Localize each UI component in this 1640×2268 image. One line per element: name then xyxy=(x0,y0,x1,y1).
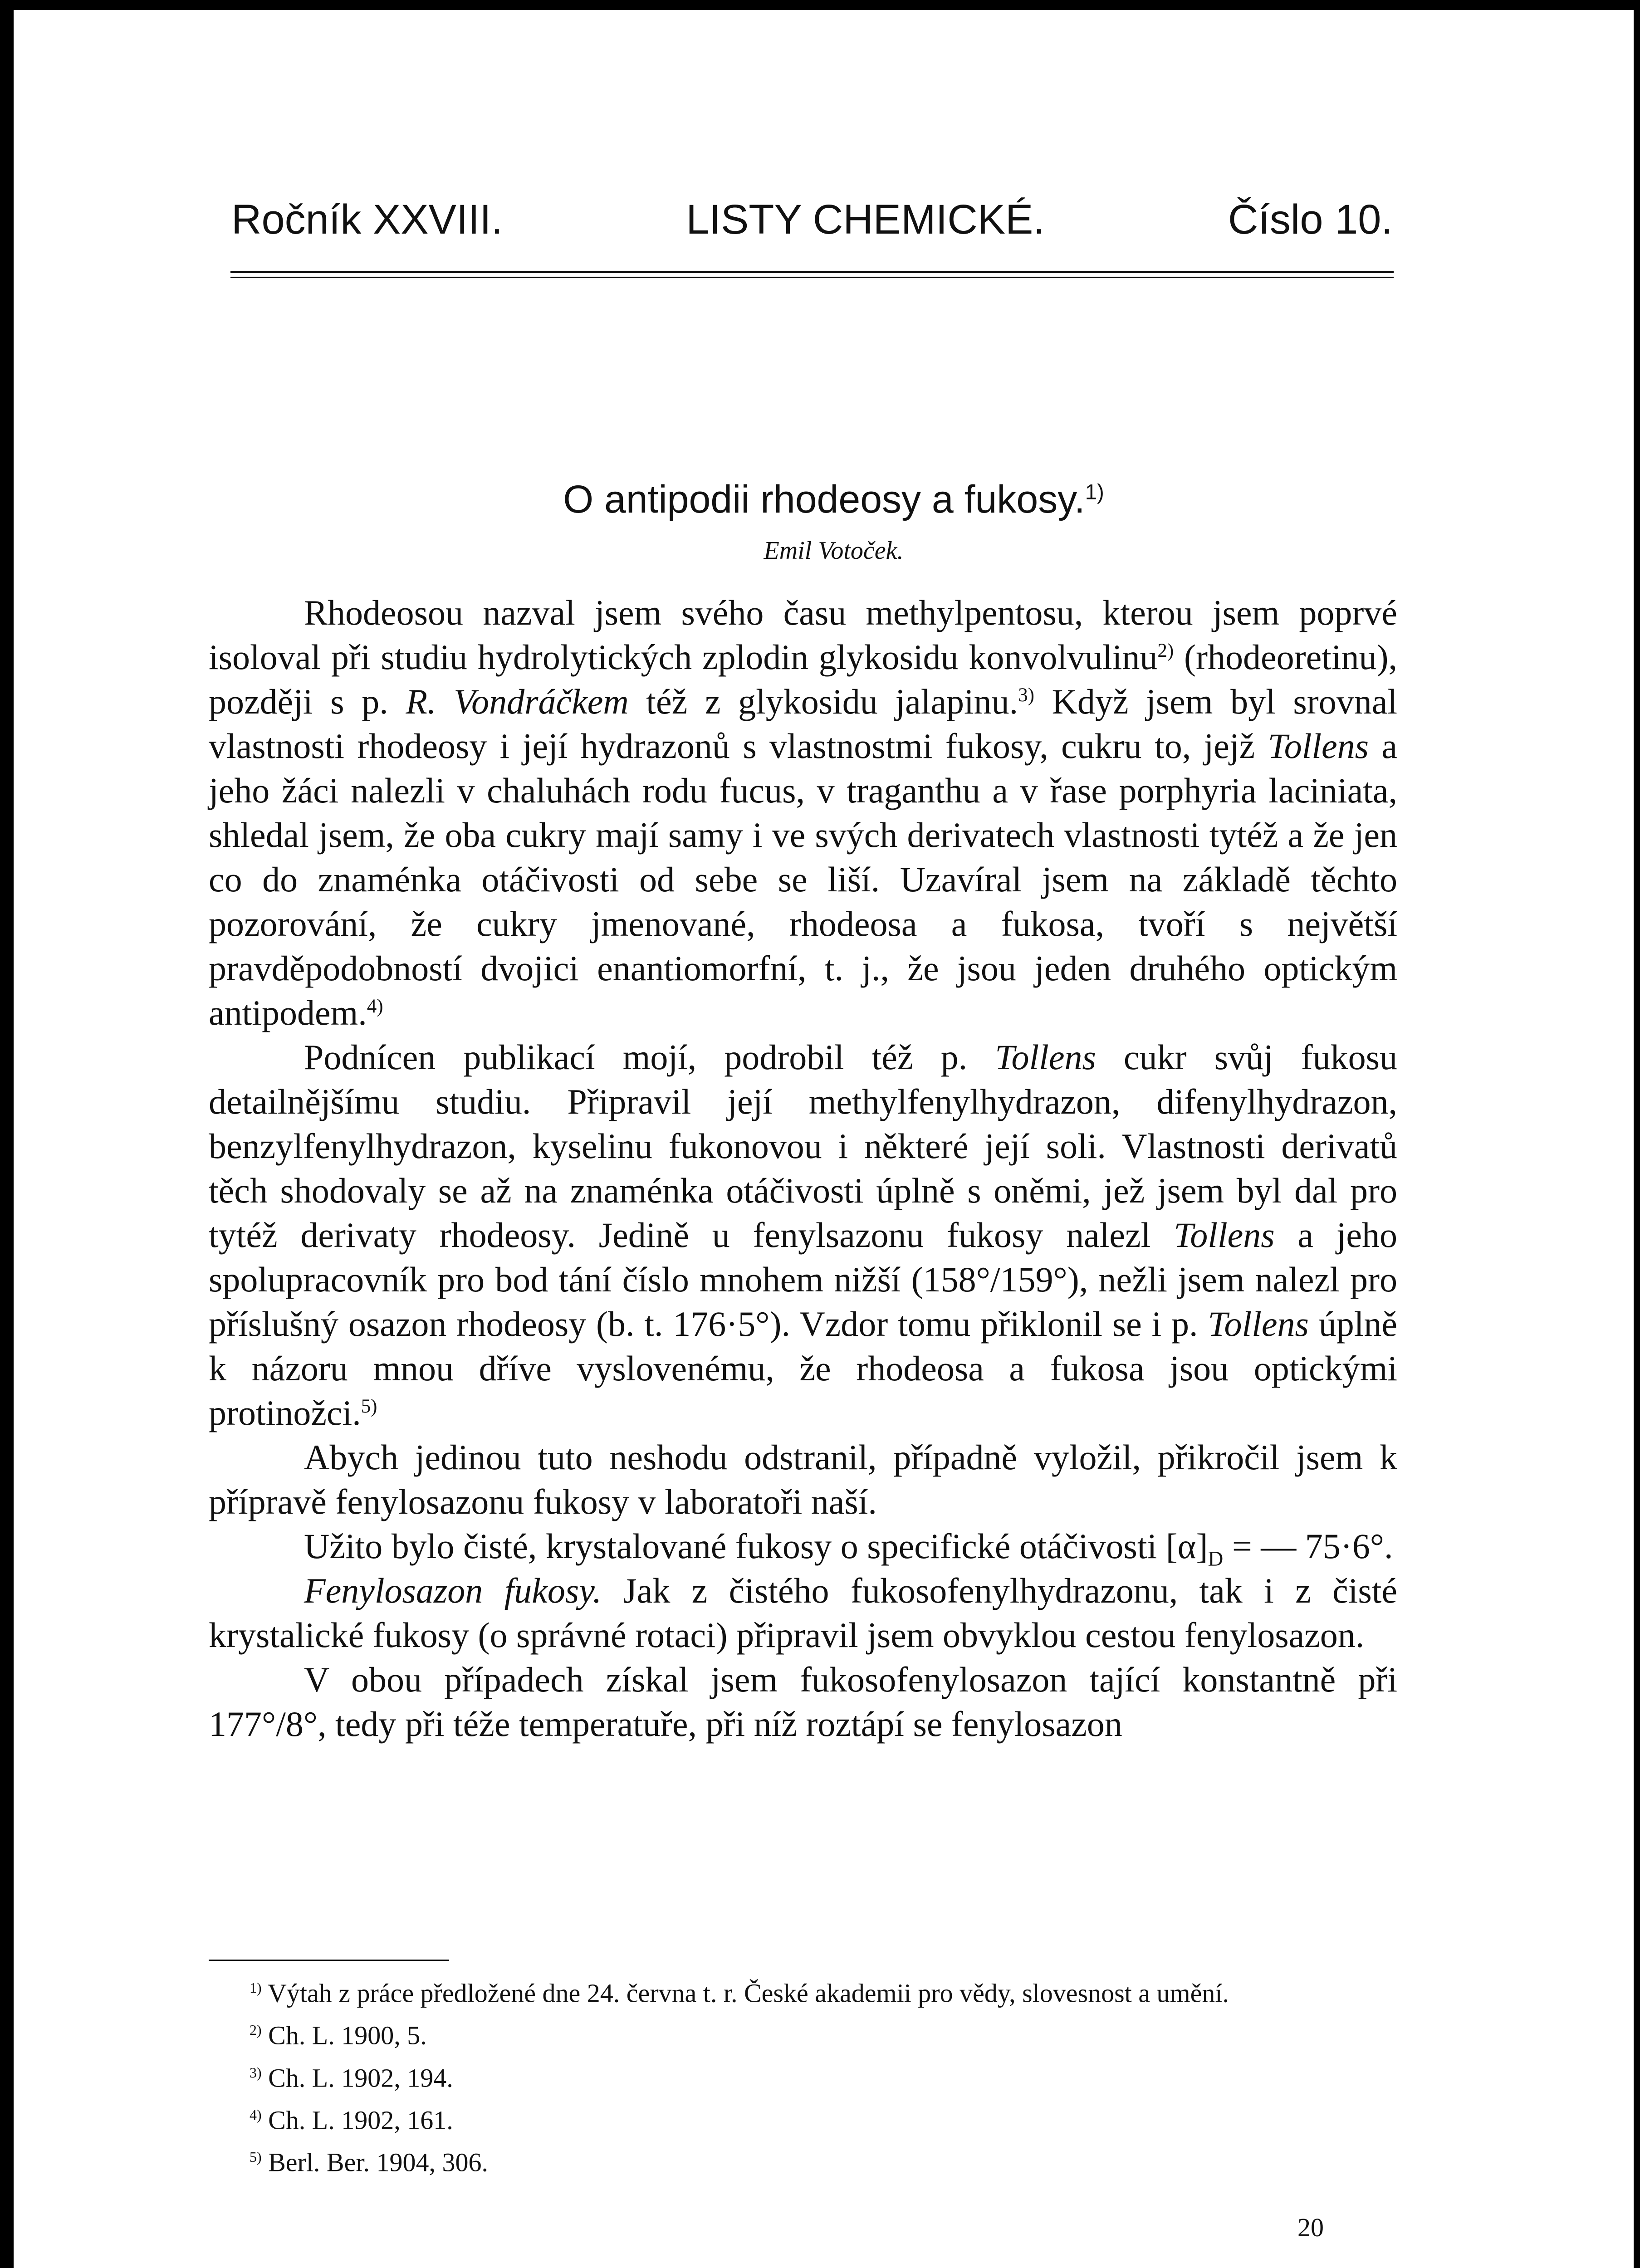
italic-name: Tollens xyxy=(995,1037,1096,1077)
paragraph-1 xyxy=(209,591,1397,1035)
italic-name: Tollens xyxy=(1268,726,1369,766)
journal-title: LISTY CHEMICKÉ. xyxy=(686,196,1045,243)
running-header xyxy=(231,196,1393,244)
footnote-ref: 2) xyxy=(1157,640,1174,661)
footnote-text: Ch. L. 1902, 161. xyxy=(268,2105,453,2135)
footnote-ref: 3) xyxy=(1018,684,1034,706)
footnote-ref: 5) xyxy=(361,1396,377,1417)
text-run: = — 75·6°. xyxy=(1223,1526,1393,1566)
article-body xyxy=(209,591,1397,1746)
paragraph-6: V obou případech získal jsem fukosofenylosazon tající konstantně při 177°/8°, tedy při téže temperatuře, při níž roztápí se fenylosazon xyxy=(209,1660,1397,1744)
paragraph-3: Abych jedinou tuto neshodu odstranil, případně vyložil, přikročil jsem k přípravě fenylosazonu fukosy v laboratoři naší. xyxy=(209,1437,1397,1521)
footnote-mark: 4) xyxy=(250,2107,262,2123)
footnote-2 xyxy=(209,2012,1397,2054)
text-run: Rhodeosou nazval jsem svého času methylpentosu, kterou jsem poprvé isoloval při studiu hydrolytických zplodin glykosidu konvolvulinu xyxy=(209,593,1397,677)
header-rule-bottom xyxy=(230,277,1394,278)
article-author: Emil Votoček. xyxy=(764,537,904,565)
text-run: Jak z čistého fukosofenylhydrazonu, tak i z čisté krystalické fukosy (o správné rotaci) připravil jsem obvyklou cestou fenylosazon. xyxy=(209,1571,1398,1655)
footnote-3 xyxy=(209,2054,1397,2097)
footnote-mark: 1) xyxy=(250,1980,262,1996)
footnote-1 xyxy=(209,1970,1397,2012)
title-footnote-mark: 1) xyxy=(1085,480,1104,504)
issue-label: Číslo 10. xyxy=(1228,196,1393,243)
paragraph-2 xyxy=(209,1035,1397,1435)
footnote-4 xyxy=(209,2097,1397,2139)
footnote-text: Berl. Ber. 1904, 306. xyxy=(268,2147,488,2177)
footnote-text: Ch. L. 1902, 194. xyxy=(268,2063,453,2092)
italic-name: R. Vondráčkem xyxy=(406,682,629,721)
paragraph-4 xyxy=(209,1524,1397,1569)
text-run: Užito bylo čisté, krystalované fukosy o specifické otáčivosti [α] xyxy=(304,1526,1208,1566)
header-rule-top xyxy=(230,271,1394,273)
article-title-text: O antipodii rhodeosy a fukosy. xyxy=(563,478,1085,521)
footnotes xyxy=(209,1970,1397,2181)
footnote-mark: 3) xyxy=(250,2064,262,2081)
footnote-rule xyxy=(209,1960,449,1961)
paragraph-5 xyxy=(209,1569,1397,1657)
footnote-mark: 2) xyxy=(250,2022,262,2038)
footnote-text: Výtah z práce předložené dne 24. června t. r. České akademii pro vědy, slovesnost a umění. xyxy=(268,1978,1229,2008)
page-number: 20 xyxy=(1297,2213,1324,2242)
footnote-ref: 4) xyxy=(367,996,383,1017)
footnote-mark: 5) xyxy=(250,2149,262,2165)
footnote-5 xyxy=(209,2139,1397,2181)
text-run: (rhodeoretinu), později s p. xyxy=(209,637,1398,721)
text-run: též z glykosidu jalapinu. xyxy=(628,682,1018,721)
text-run: a jeho žáci nalezli v chaluhách rodu fucus, v traganthu a v řase porphyria laciniata, shledal jsem, že oba cukry mají samy i ve svých derivatech vlastnosti tytéž a že jen co do znaménka otáčivosti od sebe se liší. Uzavíral jsem na základě těchto pozorování, že cukry jmenované, rhodeosa a fukosa, tvoří s největší pravděpodobností dvojici enantiomorfní, t. j., že jsou jeden druhého optickým antipodem. xyxy=(209,726,1397,1032)
text-run: a jeho spolupracovník pro bod tání číslo mnohem nižší (158°/159°), nežli jsem nalezl pro příslušný osazon rhodeosy (b. t. 176·5°). Vzdor tomu přiklonil se i p. xyxy=(209,1215,1397,1344)
section-lead: Fenylosazon fukosy. xyxy=(304,1571,602,1610)
volume-label: Ročník XXVIII. xyxy=(231,196,503,243)
text-run: Podnícen publikací mojí, podrobil též p. xyxy=(304,1037,995,1077)
text-run: cukr svůj fukosu detailnějšímu studiu. Připravil její methylfenylhydrazon, difenylhydrazon, benzylfenylhydrazon, kyselinu fukonovou i některé její soli. Vlastnosti derivatů těch shodovaly se až na znaménka otáčivosti úplně s oněmi, jež jsem byl dal pro tytéž derivaty rhodeosy. Jedině u fenylsazonu fukosy nalezl xyxy=(209,1037,1397,1255)
text-run: úplně k názoru mnou dříve vyslovenému, že rhodeosa a fukosa jsou optickými protinožci. xyxy=(209,1304,1397,1432)
article-title xyxy=(14,477,1640,522)
footnote-text: Ch. L. 1900, 5. xyxy=(268,2020,427,2050)
italic-name: Tollens xyxy=(1208,1304,1309,1344)
italic-name: Tollens xyxy=(1174,1215,1275,1255)
text-run: Když jsem byl srovnal vlastnosti rhodeosy i její hydrazonů s vlastnostmi fukosy, cukru to, jejž xyxy=(209,682,1398,766)
subscript: D xyxy=(1208,1547,1224,1571)
